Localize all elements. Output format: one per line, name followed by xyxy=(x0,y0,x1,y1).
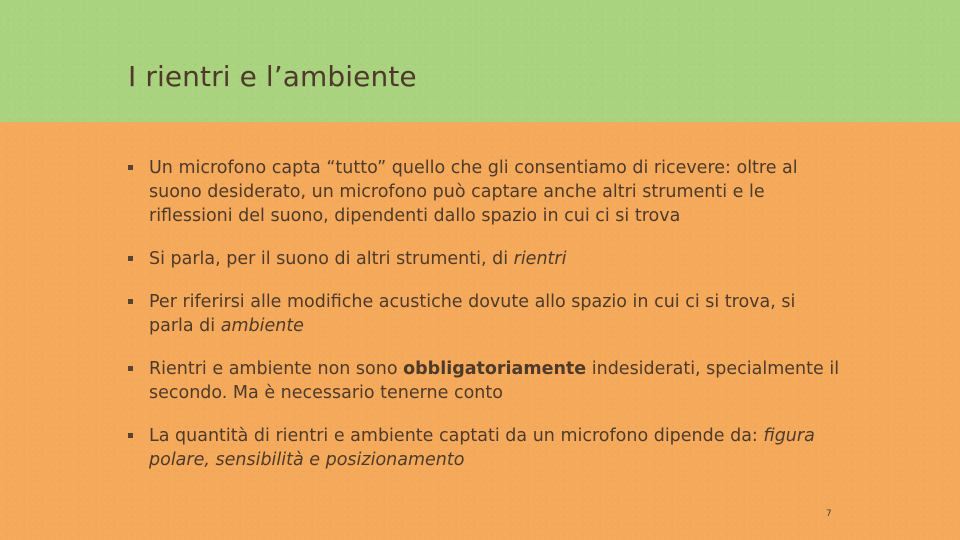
bullet-text: Un microfono capta “tutto” quello che gli consentiamo di ricevere: oltre al suono desiderato, un microfono può captare anche altri strumenti e le riflessioni del suono, dipendenti dallo spazio in cui ci si trova xyxy=(149,158,798,226)
bullet-list xyxy=(128,156,843,491)
slide-title: I rientri e l’ambiente xyxy=(128,60,417,93)
bullet-strong: obbligatoriamente xyxy=(403,359,587,379)
square-bullet-icon xyxy=(128,165,133,170)
bullet-text: Si parla, per il suono di altri strumenti, di xyxy=(149,249,514,269)
square-bullet-icon xyxy=(128,299,133,304)
bullet-item xyxy=(128,424,843,472)
bullet-emphasis: ambiente xyxy=(220,316,304,336)
bullet-text-after: indesiderati, specialmente il secondo. Ma è necessario tenerne conto xyxy=(149,359,840,403)
square-bullet-icon xyxy=(128,433,133,438)
bullet-emphasis: rientri xyxy=(513,249,567,269)
square-bullet-icon xyxy=(128,256,133,261)
page-number: 7 xyxy=(826,509,832,519)
bullet-text: La quantità di rientri e ambiente captati da un microfono dipende da: xyxy=(149,426,764,446)
bullet-emphasis: figura polare, sensibilità e posizionamento xyxy=(149,426,815,470)
bullet-text: Per riferirsi alle modifiche acustiche dovute allo spazio in cui ci si trova, si parla di xyxy=(149,292,796,336)
bullet-item xyxy=(128,247,843,271)
bullet-item xyxy=(128,290,843,338)
bullet-item xyxy=(128,357,843,405)
square-bullet-icon xyxy=(128,366,133,371)
bullet-text: Rientri e ambiente non sono xyxy=(149,359,404,379)
bullet-item xyxy=(128,156,843,228)
